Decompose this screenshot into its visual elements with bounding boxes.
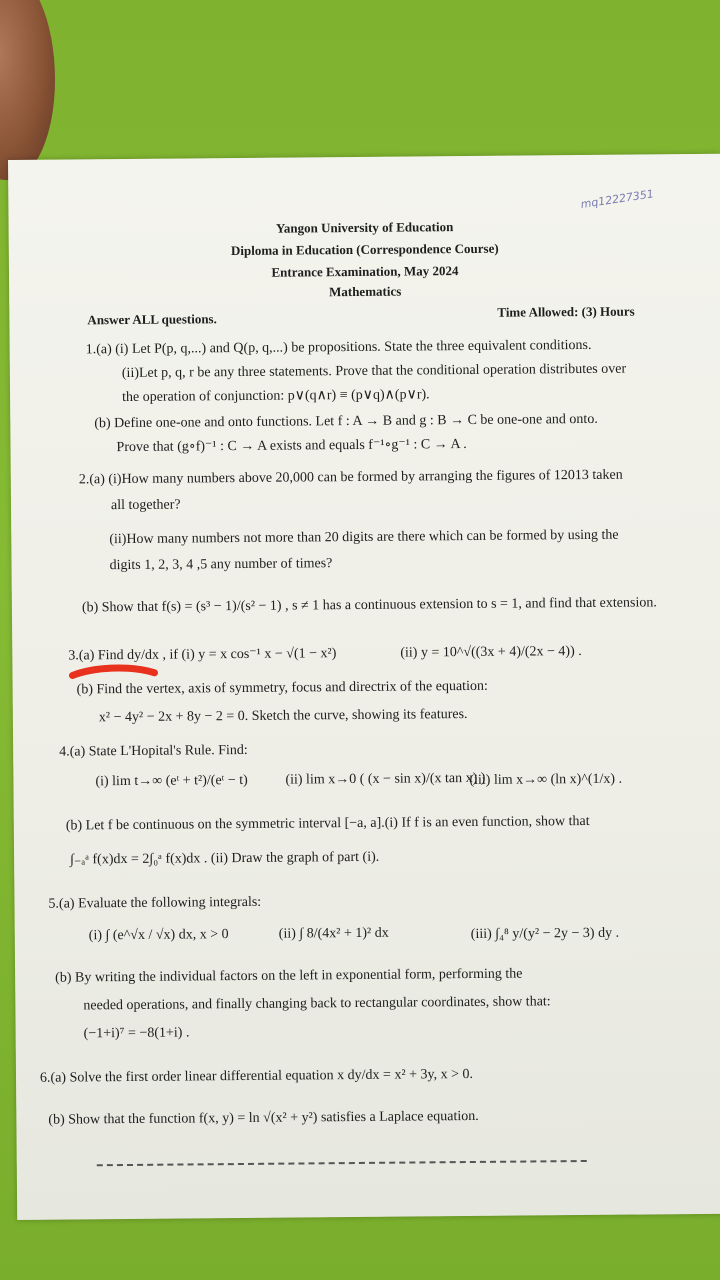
q2a-i-line2: all together? [110, 497, 181, 514]
q3a-ii: (ii) y = 10^√((3x + 4)/(2x − 4)) . [400, 644, 582, 661]
q1a-i: 1.(a) (i) Let P(p, q,...) and Q(p, q,...) be propositions. State the three equivalent conditions. [85, 337, 592, 358]
q2b: (b) Show that f(s) = (s³ − 1)/(s² − 1) , s ≠ 1 has a continuous extension to s = 1, and find that extension. [81, 595, 657, 616]
q3b-line2: x² − 4y² − 2x + 8y − 2 = 0. Sketch the curve, showing its features. [98, 707, 468, 726]
q3a: 3.(a) Find dy/dx , if (i) y = x cos⁻¹ x − √(1 − x²) [68, 646, 337, 664]
handwritten-note: mq12227351 [579, 187, 655, 212]
q5b-line2: needed operations, and finally changing back to rectangular coordinates, show that: [83, 994, 551, 1014]
exam-paper [8, 154, 720, 1220]
q1b-line1: (b) Define one-one and onto functions. Let f : A → B and g : B → C be one-one and onto. [94, 411, 598, 432]
q4b-line1: (b) Let f be continuous on the symmetric interval [−a, a].(i) If f is an even function, show that [65, 813, 590, 834]
q4a: 4.(a) State L'Hopital's Rule. Find: [59, 742, 248, 760]
q2a-ii-line1: (ii)How many numbers not more than 20 digits are there which can be formed by using the [109, 527, 619, 548]
dashed-divider [97, 1160, 587, 1166]
q4a-ii: (ii) lim x→0 ( (x − sin x)/(x tan x) ) [285, 770, 486, 788]
q2a-i-line1: 2.(a) (i)How many numbers above 20,000 can be formed by arranging the figures of 12013 taken [78, 467, 623, 488]
q1a-ii-line2: the operation of conjunction: p∨(q∧r) ≡ (p∨q)∧(p∨r). [122, 387, 430, 406]
q6b: (b) Show that the function f(x, y) = ln √(x² + y²) satisfies a Laplace equation. [48, 1108, 479, 1128]
q1a-ii-line1: (ii)Let p, q, r be any three statements. Prove that the conditional operation distributes over [121, 361, 627, 382]
q1b-line2: Prove that (g∘f)⁻¹ : C → A exists and equals f⁻¹∘g⁻¹ : C → A . [116, 437, 467, 456]
q5a: 5.(a) Evaluate the following integrals: [48, 894, 262, 912]
q2a-ii-line2: digits 1, 2, 3, 4 ,5 any number of times? [109, 556, 333, 574]
q3b-line1: (b) Find the vertex, axis of symmetry, focus and directrix of the equation: [76, 678, 488, 698]
q4b-line2: ∫₋ₐᵃ f(x)dx = 2∫₀ᵃ f(x)dx . (ii) Draw the graph of part (i). [70, 849, 380, 868]
finger [0, 0, 55, 180]
q4a-i: (i) lim t→∞ (eᵗ + t²)/(eᵗ − t) [95, 772, 248, 790]
subject-title: Mathematics [328, 283, 402, 300]
exam-title: Entrance Examination, May 2024 [271, 263, 459, 280]
q5a-i: (i) ∫ (e^√x / √x) dx, x > 0 [88, 927, 229, 944]
course-title: Diploma in Education (Correspondence Course) [230, 240, 499, 259]
q4a-iii: (iii) lim x→∞ (ln x)^(1/x) . [469, 771, 623, 788]
q5b-line3: (−1+i)⁷ = −8(1+i) . [83, 1025, 190, 1042]
answer-instruction: Answer ALL questions. [87, 311, 217, 328]
university-title: Yangon University of Education [275, 219, 454, 236]
q5b-line1: (b) By writing the individual factors on the left in exponential form, performing the [55, 966, 523, 986]
q5a-ii: (ii) ∫ 8/(4x² + 1)² dx [278, 925, 389, 942]
q5a-iii: (iii) ∫₄⁸ y/(y² − 2y − 3) dy . [470, 925, 620, 942]
q6a: 6.(a) Solve the first order linear differential equation x dy/dx = x² + 3y, x > 0. [39, 1066, 474, 1086]
time-allowed: Time Allowed: (3) Hours [497, 303, 635, 320]
